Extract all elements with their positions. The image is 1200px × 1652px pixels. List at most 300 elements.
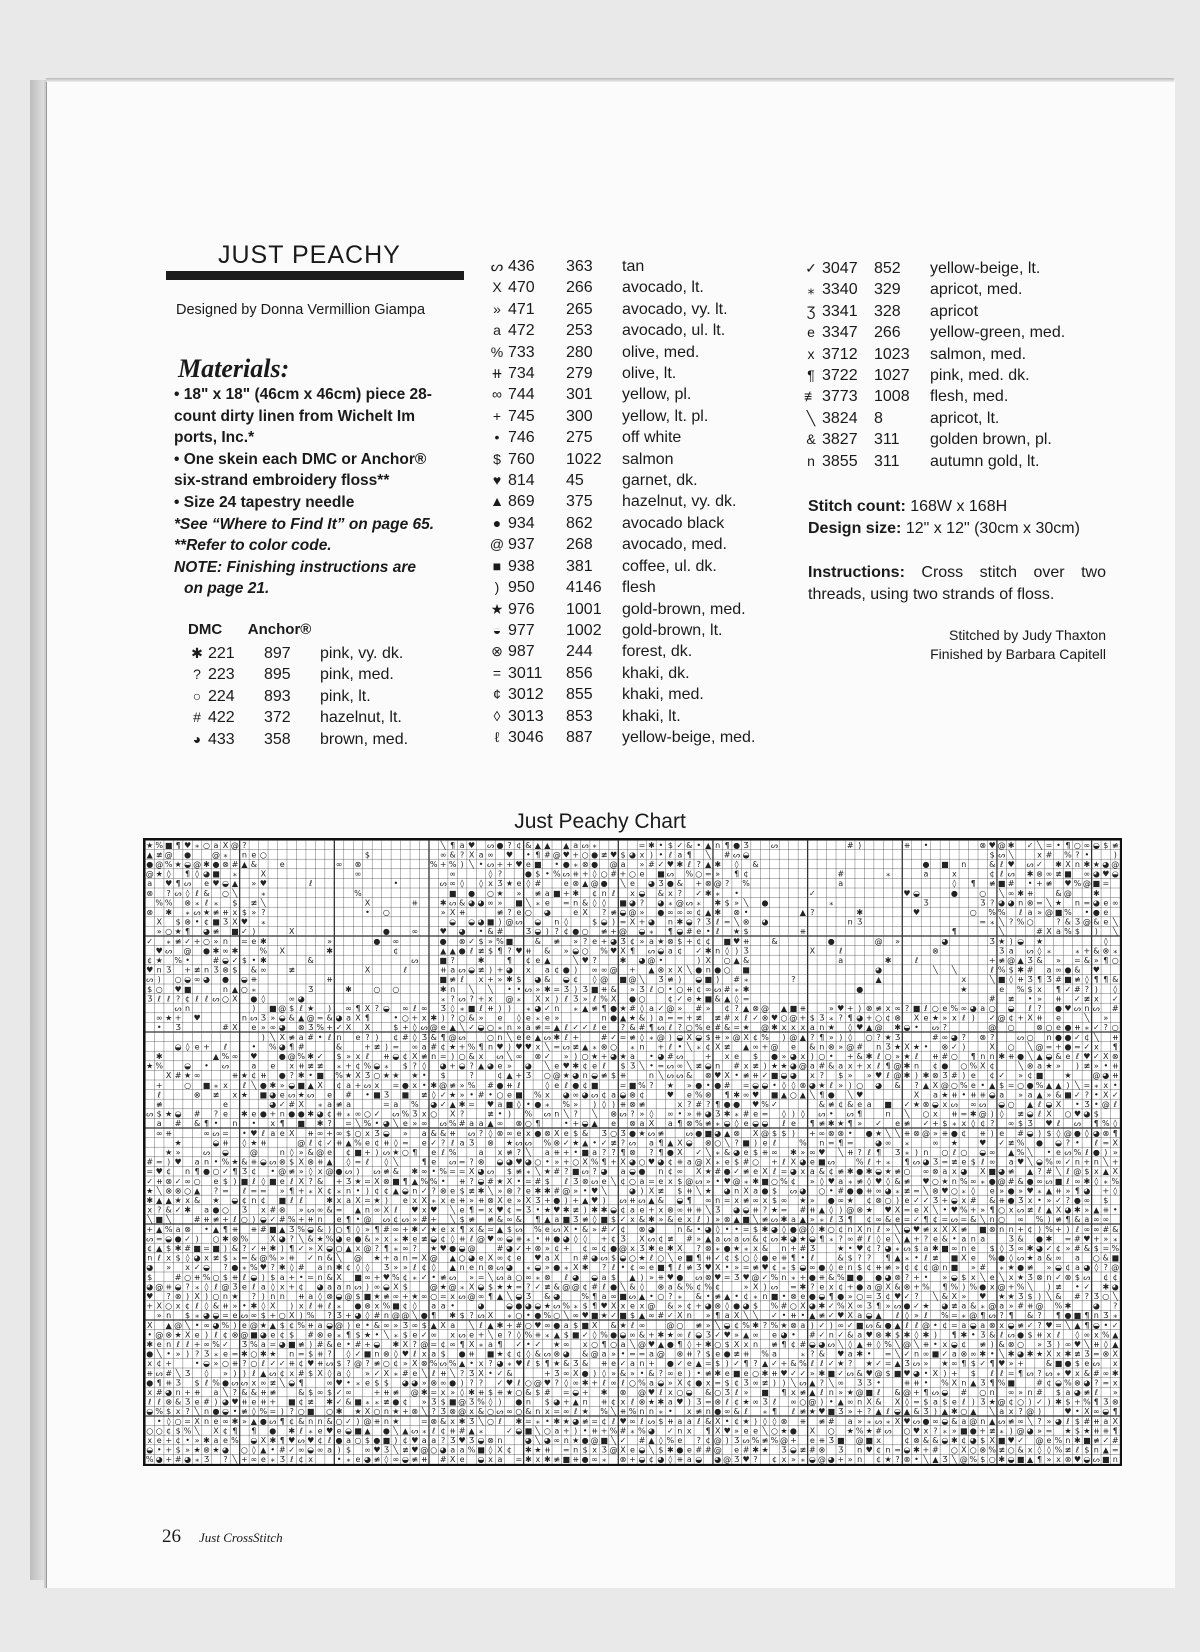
stitch-symbol: ○ xyxy=(1017,1340,1024,1349)
stitch-symbol: ℓ xyxy=(1075,1225,1079,1234)
stitch-symbol: e xyxy=(772,1330,777,1339)
stitch-symbol: ∞ xyxy=(449,1340,456,1349)
stitch-symbol: = xyxy=(676,1014,683,1023)
stitch-symbol: e xyxy=(677,1254,682,1263)
stitch-symbol: # xyxy=(175,1071,182,1080)
stitch-symbol: # xyxy=(516,1321,523,1330)
stitch-symbol: ✱ xyxy=(676,860,683,869)
stitch-symbol: ¶ xyxy=(838,1138,843,1147)
stitch-symbol: ≢ xyxy=(818,1311,825,1320)
stitch-symbol: ✱ xyxy=(326,1196,333,1205)
stitch-symbol: ⊗ xyxy=(165,1186,172,1195)
stitch-symbol: & xyxy=(752,1234,758,1243)
stitch-symbol: ◊ xyxy=(735,994,739,1003)
stitch-symbol: x xyxy=(734,1196,739,1205)
stitch-symbol: ℓ xyxy=(923,1254,927,1263)
stitch-symbol: % xyxy=(468,1081,476,1090)
stitch-symbol: ∞ xyxy=(629,1330,636,1339)
stitch-symbol: X xyxy=(507,1177,513,1186)
stitch-symbol: ✓ xyxy=(1112,994,1119,1003)
stitch-symbol: n xyxy=(166,1311,171,1320)
stitch-symbol: # xyxy=(1036,927,1043,936)
stitch-symbol: ¶ xyxy=(1084,1321,1089,1330)
stitch-symbol: e xyxy=(337,1340,342,1349)
stitch-symbol: Ʒ xyxy=(819,1014,824,1023)
stitch-symbol: e xyxy=(630,879,635,888)
stitch-symbol: X xyxy=(639,1234,645,1243)
stitch-symbol: e xyxy=(270,1330,275,1339)
stitch-symbol: e xyxy=(838,1263,843,1272)
stitch-symbol: ✓ xyxy=(1112,1090,1119,1099)
stitch-symbol: ℓ xyxy=(687,860,691,869)
stitch-symbol: = xyxy=(1008,1369,1015,1378)
stitch-symbol: x xyxy=(270,1119,275,1128)
stitch-symbol: ≢ xyxy=(762,1215,769,1224)
stitch-symbol: » xyxy=(810,1177,815,1186)
color-name: avocado black xyxy=(622,513,724,534)
stitch-symbol: ✱ xyxy=(752,1177,759,1186)
stitch-symbol: ) xyxy=(309,1340,312,1349)
anchor-number: 244 xyxy=(566,641,622,662)
stitch-symbol: ◒ xyxy=(449,918,456,927)
stitch-symbol: ¢ xyxy=(829,1167,834,1176)
stitch-symbol: ℓ xyxy=(232,1215,236,1224)
color-code-row xyxy=(800,258,1065,279)
stitch-symbol: @ xyxy=(505,994,513,1003)
stitch-symbol: ? xyxy=(649,1081,653,1090)
stitch-symbol: + xyxy=(572,1196,579,1205)
stitch-symbol: ✱ xyxy=(307,1052,314,1061)
stitch-symbol: & xyxy=(847,1330,853,1339)
stitch-symbol: # xyxy=(298,1369,305,1378)
stitch-symbol: ¶ xyxy=(1056,1311,1061,1320)
stitch-info xyxy=(808,496,1080,540)
stitch-symbol: ⧺ xyxy=(317,1359,324,1368)
stitch-symbol: ) xyxy=(991,1129,994,1138)
stitch-symbol: ✱ xyxy=(1046,1234,1053,1243)
stitch-symbol: ¢ xyxy=(185,1302,190,1311)
stitch-symbol: ◒ xyxy=(1055,1138,1062,1147)
stitch-symbol: & xyxy=(1046,1359,1052,1368)
stitch-symbol: » xyxy=(1037,994,1042,1003)
stitch-symbol: = xyxy=(430,1388,437,1397)
stitch-symbol: $ xyxy=(1028,1292,1033,1301)
stitch-symbol: ● xyxy=(402,1081,409,1090)
stitch-symbol: ╲ xyxy=(629,1339,636,1349)
stitch-symbol: n xyxy=(384,1311,389,1320)
stitch-symbol: ⁎ xyxy=(848,1177,852,1186)
stitch-symbol: X xyxy=(582,908,588,917)
stitch-symbol: ⧺ xyxy=(222,1138,229,1147)
stitch-symbol: ▲ xyxy=(582,879,589,888)
stitch-symbol: # xyxy=(298,1042,305,1051)
stitch-symbol: ? xyxy=(848,1359,852,1368)
color-name: yellow-green, med. xyxy=(930,322,1065,343)
stitch-symbol: a xyxy=(545,889,550,898)
color-code-row xyxy=(800,429,1065,450)
stitch-symbol: ⧺ xyxy=(658,1273,665,1282)
stitch-symbol: ▲ xyxy=(506,1071,513,1080)
stitch-symbol: # xyxy=(1084,1417,1091,1426)
stitch-symbol: ● xyxy=(175,1234,182,1243)
stitch-symbol: ♥ xyxy=(913,1225,920,1234)
stitch-symbol: x xyxy=(147,1388,152,1397)
stitch-symbol: $ xyxy=(753,1302,758,1311)
stitch-symbol: ○ xyxy=(799,1398,806,1407)
stitch-symbol: + xyxy=(572,1119,579,1128)
stitch-symbol: ∞ xyxy=(951,1244,958,1253)
stitch-symbol: • xyxy=(696,1225,701,1234)
stitch-symbol: = xyxy=(392,1081,399,1090)
stitch-symbol: $ xyxy=(327,1388,332,1397)
stitch-symbol: ○ xyxy=(260,850,267,859)
stitch-symbol: ∞ xyxy=(355,1110,362,1119)
stitch-symbol: ⊗ xyxy=(1008,1340,1015,1349)
stitch-symbol: % xyxy=(884,1340,892,1349)
stitch-symbol: ℓ xyxy=(157,1090,161,1099)
stitch-symbol: @ xyxy=(363,1417,371,1426)
stitch-symbol: e xyxy=(1103,898,1108,907)
stitch-symbol: e xyxy=(602,1023,607,1032)
stitch-symbol: ⧺ xyxy=(553,1148,560,1157)
stitch-symbol: • xyxy=(270,1167,275,1176)
stitch-symbol: % xyxy=(1083,1398,1091,1407)
stitch-symbol: ¶ xyxy=(1084,1311,1089,1320)
stitch-symbol: ◒ xyxy=(165,1234,172,1243)
stitch-symbol: n xyxy=(535,1407,540,1416)
stitch-symbol: e xyxy=(999,1129,1004,1138)
stitch-symbol: ◊ xyxy=(848,1023,852,1032)
stitch-symbol: e xyxy=(772,1254,777,1263)
stitch-symbol: ♥ xyxy=(903,889,910,898)
stitch-symbol: ◊ xyxy=(716,1225,720,1234)
stitch-symbol: ▲ xyxy=(298,1014,305,1023)
stitch-symbol: ✱ xyxy=(165,908,172,917)
floss-symbol: @ xyxy=(486,534,508,555)
stitch-symbol: X xyxy=(895,1398,901,1407)
stitch-symbol: X xyxy=(280,946,286,955)
dmc-number: 3855 xyxy=(822,451,874,472)
stitch-symbol: ✓ xyxy=(222,1340,229,1349)
stitch-symbol: ⁎ xyxy=(697,898,701,907)
stitch-symbol: ◒ xyxy=(913,889,920,898)
stitch-symbol: $ xyxy=(942,1119,947,1128)
stitch-symbol: ● xyxy=(336,1167,343,1176)
stitch-symbol: ≢ xyxy=(251,898,258,907)
stitch-symbol: ✓ xyxy=(695,889,702,898)
stitch-symbol: ⧺ xyxy=(1074,1023,1081,1032)
stitch-symbol: ¶ xyxy=(781,1388,786,1397)
stitch-symbol: ○ xyxy=(714,1340,721,1349)
stitch-symbol: = xyxy=(146,1167,153,1176)
stitch-symbol: @ xyxy=(458,1398,466,1407)
stitch-symbol: ♥ xyxy=(335,1378,342,1387)
stitch-symbol: ○ xyxy=(828,1225,835,1234)
stitch-symbol: ? xyxy=(810,908,814,917)
stitch-symbol: # xyxy=(800,1340,807,1349)
stitch-symbol: X xyxy=(280,1033,286,1042)
stitch-symbol: ✓ xyxy=(516,1340,523,1349)
stitch-symbol: • xyxy=(791,1330,796,1339)
stitch-symbol: ◕ xyxy=(487,1062,494,1071)
stitch-symbol: • xyxy=(1085,850,1090,859)
stitch-symbol: ◕ xyxy=(657,1052,664,1061)
stitch-symbol: ▲ xyxy=(857,1340,864,1349)
stitch-symbol: ╲ xyxy=(837,1147,844,1157)
stitch-symbol: % xyxy=(799,1359,807,1368)
stitch-symbol: ◊ xyxy=(205,1369,209,1378)
stitch-symbol: ╲ xyxy=(194,1425,201,1435)
stitch-symbol: ✓ xyxy=(582,1330,589,1339)
stitch-symbol: ★ xyxy=(572,1138,579,1147)
stitch-symbol: @ xyxy=(363,1215,371,1224)
stitch-symbol: ⊗ xyxy=(1036,870,1043,879)
stitch-symbol: ᔕ xyxy=(771,1282,778,1291)
stitch-symbol: @ xyxy=(988,1023,996,1032)
stitch-symbol: ) xyxy=(962,1282,965,1291)
stitch-symbol: x xyxy=(469,1407,474,1416)
stitch-symbol: ⧺ xyxy=(676,1158,683,1167)
stitch-symbol: x xyxy=(545,1407,550,1416)
stitch-symbol: X xyxy=(403,1340,409,1349)
stitch-symbol: ⁎ xyxy=(564,1263,568,1272)
stitch-symbol: $ xyxy=(460,1186,465,1195)
stitch-symbol: ) xyxy=(839,1206,842,1215)
stitch-symbol: • xyxy=(914,1023,919,1032)
stitch-symbol: ✱ xyxy=(601,1206,608,1215)
stitch-symbol: ● xyxy=(1074,1129,1081,1138)
stitch-symbol: x xyxy=(289,1369,294,1378)
stitch-symbol: ★ xyxy=(1036,937,1043,946)
stitch-symbol: ¶ xyxy=(1065,1215,1070,1224)
stitch-symbol: ¢ xyxy=(157,1359,162,1368)
stitch-symbol: ○ xyxy=(998,1206,1005,1215)
stitch-symbol: ■ xyxy=(771,1071,779,1080)
stitch-symbol: n xyxy=(204,1417,209,1426)
stitch-symbol: a xyxy=(857,1311,862,1320)
stitch-symbol: » xyxy=(393,1321,398,1330)
stitch-symbol: a xyxy=(640,1119,645,1128)
stitch-symbol: e xyxy=(346,1234,351,1243)
stitch-symbol: ✓ xyxy=(771,1311,778,1320)
stitch-symbol: • xyxy=(1113,1206,1118,1215)
stitch-symbol: & xyxy=(440,1417,446,1426)
stitch-symbol: ★ xyxy=(392,1148,399,1157)
stitch-symbol: # xyxy=(856,1234,863,1243)
stitch-symbol: ✓ xyxy=(544,1052,551,1061)
stitch-symbol: ■ xyxy=(742,1215,750,1224)
stitch-symbol: ○ xyxy=(932,1177,939,1186)
stitch-symbol: ≢ xyxy=(998,956,1005,965)
stitch-symbol: ◒ xyxy=(468,966,475,975)
stitch-symbol: ⁎ xyxy=(186,908,190,917)
stitch-symbol: ╲ xyxy=(1112,1291,1119,1301)
stitch-symbol: ○ xyxy=(213,1167,220,1176)
stitch-symbol: & xyxy=(364,1234,370,1243)
credits xyxy=(800,626,1106,664)
stitch-symbol: ▲ xyxy=(894,1254,901,1263)
stitch-symbol: ⧺ xyxy=(686,1350,693,1359)
stitch-symbol: ★ xyxy=(411,1292,418,1301)
stitch-symbol: ■ xyxy=(704,1129,712,1138)
stitch-symbol: ? xyxy=(697,860,701,869)
stitch-symbol: ≢ xyxy=(932,1254,939,1263)
stitch-symbol: » xyxy=(1113,1388,1118,1397)
stitch-symbol: $ xyxy=(441,1350,446,1359)
stitch-symbol: ▲ xyxy=(876,1407,883,1416)
stitch-symbol: ◒ xyxy=(1027,1110,1034,1119)
stitch-symbol: ◕ xyxy=(203,975,210,984)
stitch-symbol: ◕ xyxy=(496,1359,503,1368)
stitch-symbol: ⊗ xyxy=(629,1119,636,1128)
stitch-symbol: $ xyxy=(781,1129,786,1138)
stitch-symbol: e xyxy=(403,1196,408,1205)
stitch-symbol: ∞ xyxy=(752,1196,759,1205)
stitch-symbol: x xyxy=(147,1206,152,1215)
stitch-symbol: » xyxy=(611,1369,616,1378)
stitch-symbol: ◕ xyxy=(818,1340,825,1349)
stitch-symbol: • xyxy=(517,985,522,994)
stitch-symbol: ◒ xyxy=(638,889,645,898)
stitch-symbol: ᔕ xyxy=(771,1234,778,1243)
stitch-symbol: = xyxy=(459,1158,466,1167)
stitch-symbol: Ʒ xyxy=(734,1273,739,1282)
stitch-symbol: ▲ xyxy=(923,1081,930,1090)
stitch-symbol: ★ xyxy=(582,1407,589,1416)
stitch-symbol: ◕ xyxy=(563,1234,570,1243)
stitch-symbol: ᔕ xyxy=(193,908,200,917)
color-code-row xyxy=(486,470,755,491)
stitch-symbol: ★ xyxy=(354,1177,361,1186)
stitch-symbol: + xyxy=(402,1292,409,1301)
stitch-symbol: ◕ xyxy=(1083,1110,1090,1119)
stitch-symbol: + xyxy=(506,1321,513,1330)
stitch-symbol: ¢ xyxy=(583,1081,588,1090)
stitch-symbol: ≢ xyxy=(213,1215,220,1224)
stitch-symbol: $ xyxy=(535,870,540,879)
stitch-symbol: % xyxy=(695,1119,703,1128)
stitch-symbol: ∞ xyxy=(421,1004,428,1013)
stitch-symbol: & xyxy=(819,1167,825,1176)
stitch-symbol: # xyxy=(809,1330,816,1339)
stitch-symbol: # xyxy=(601,1225,608,1234)
stitch-symbol: ★ xyxy=(345,1071,352,1080)
stitch-symbol: ✓ xyxy=(771,1359,778,1368)
stitch-symbol: ¢ xyxy=(744,1292,749,1301)
stitch-symbol: ⧺ xyxy=(1055,1186,1062,1195)
stitch-symbol: ◕ xyxy=(1083,1378,1090,1387)
stitch-symbol: ) xyxy=(366,1186,369,1195)
stitch-symbol: e xyxy=(251,1110,256,1119)
stitch-symbol: e xyxy=(441,1225,446,1234)
stitch-symbol: @ xyxy=(316,1148,324,1157)
stitch-symbol: ) xyxy=(640,1186,643,1195)
stitch-symbol: ¢ xyxy=(422,1263,427,1272)
stitch-symbol: ◕ xyxy=(790,1071,797,1080)
stitch-symbol: ■ xyxy=(1055,1359,1063,1368)
color-name: flesh, med. xyxy=(930,386,1008,407)
stitch-symbol: ○ xyxy=(184,1081,191,1090)
stitch-symbol: X xyxy=(734,1340,740,1349)
stitch-symbol: ⊗ xyxy=(629,1090,636,1099)
stitch-symbol: ▲ xyxy=(535,1033,542,1042)
stitch-symbol: ∞ xyxy=(989,1158,996,1167)
stitch-symbol: ) xyxy=(584,1206,587,1215)
stitch-symbol: ▲ xyxy=(431,1321,438,1330)
stitch-symbol: ⁎ xyxy=(981,1302,985,1311)
dmc-number: 744 xyxy=(508,384,566,405)
stitch-symbol: ◊ xyxy=(593,870,597,879)
stitch-symbol: ◕ xyxy=(203,1311,210,1320)
stitch-symbol: ○ xyxy=(383,1359,390,1368)
floss-symbol: ╲ xyxy=(800,408,822,429)
stitch-symbol: ᔕ xyxy=(667,1071,674,1080)
stitch-symbol: ╲ xyxy=(847,1089,854,1099)
stitch-symbol: ℓ xyxy=(1094,1138,1098,1147)
stitch-symbol: ♥ xyxy=(241,918,248,927)
stitch-symbol: ⊗ xyxy=(430,1378,437,1387)
stitch-symbol: ∞ xyxy=(771,1148,778,1157)
stitch-symbol: ¶ xyxy=(990,1378,995,1387)
stitch-symbol: ⁎ xyxy=(1104,1177,1108,1186)
stitch-symbol: ✓ xyxy=(1074,1090,1081,1099)
color-code-row xyxy=(486,449,755,470)
stitch-symbol: » xyxy=(583,994,588,1003)
stitch-symbol: ⧺ xyxy=(667,1417,674,1426)
dmc-number: 3046 xyxy=(508,727,566,748)
stitch-symbol: ◊ xyxy=(195,870,199,879)
stitch-symbol: ⧺ xyxy=(800,1004,807,1013)
stitch-symbol: ¶ xyxy=(422,1158,427,1167)
stitch-symbol: ∞ xyxy=(411,927,418,936)
stitch-symbol: ◒ xyxy=(222,1148,229,1157)
stitch-symbol: ) xyxy=(754,1138,757,1147)
stitch-symbol: n xyxy=(781,1273,786,1282)
stitch-symbol: • xyxy=(734,1071,739,1080)
stitch-symbol: ⊗ xyxy=(762,1014,769,1023)
stitch-symbol: ○ xyxy=(544,1071,551,1080)
stitch-symbol: • xyxy=(526,1340,531,1349)
stitch-symbol: ● xyxy=(459,1350,466,1359)
stitch-symbol: ᔕ xyxy=(903,1244,910,1253)
dmc-number: 745 xyxy=(508,406,566,427)
stitch-symbol: ╲ xyxy=(1027,1041,1034,1051)
stitch-symbol: @ xyxy=(998,1398,1006,1407)
anchor-number: 266 xyxy=(874,322,930,343)
stitch-symbol: ○ xyxy=(250,1350,257,1359)
stitch-symbol: • xyxy=(195,1359,200,1368)
stitch-symbol: a xyxy=(611,1090,616,1099)
stitch-symbol: ◊ xyxy=(791,1081,795,1090)
stitch-symbol: n xyxy=(232,1119,237,1128)
stitch-symbol: ? xyxy=(507,946,511,955)
stitch-symbol: ? xyxy=(753,1359,757,1368)
stitch-symbol: ⁎ xyxy=(716,1148,720,1157)
stitch-symbol: ∞ xyxy=(497,1119,504,1128)
stitch-symbol: = xyxy=(743,1081,750,1090)
stitch-symbol: ⊗ xyxy=(1112,1398,1119,1407)
stitch-symbol: ■ xyxy=(591,1081,599,1090)
stitch-symbol: ℓ xyxy=(185,1340,189,1349)
stitch-symbol: ⁎ xyxy=(460,1004,464,1013)
stitch-symbol: n xyxy=(715,1062,720,1071)
stitch-symbol: ¢ xyxy=(630,937,635,946)
stitch-symbol: n xyxy=(554,1110,559,1119)
stitch-symbol: ? xyxy=(432,1186,436,1195)
stitch-symbol: ) xyxy=(186,1292,189,1301)
stitch-symbol: ○ xyxy=(146,1426,153,1435)
stitch-symbol: n xyxy=(961,860,966,869)
